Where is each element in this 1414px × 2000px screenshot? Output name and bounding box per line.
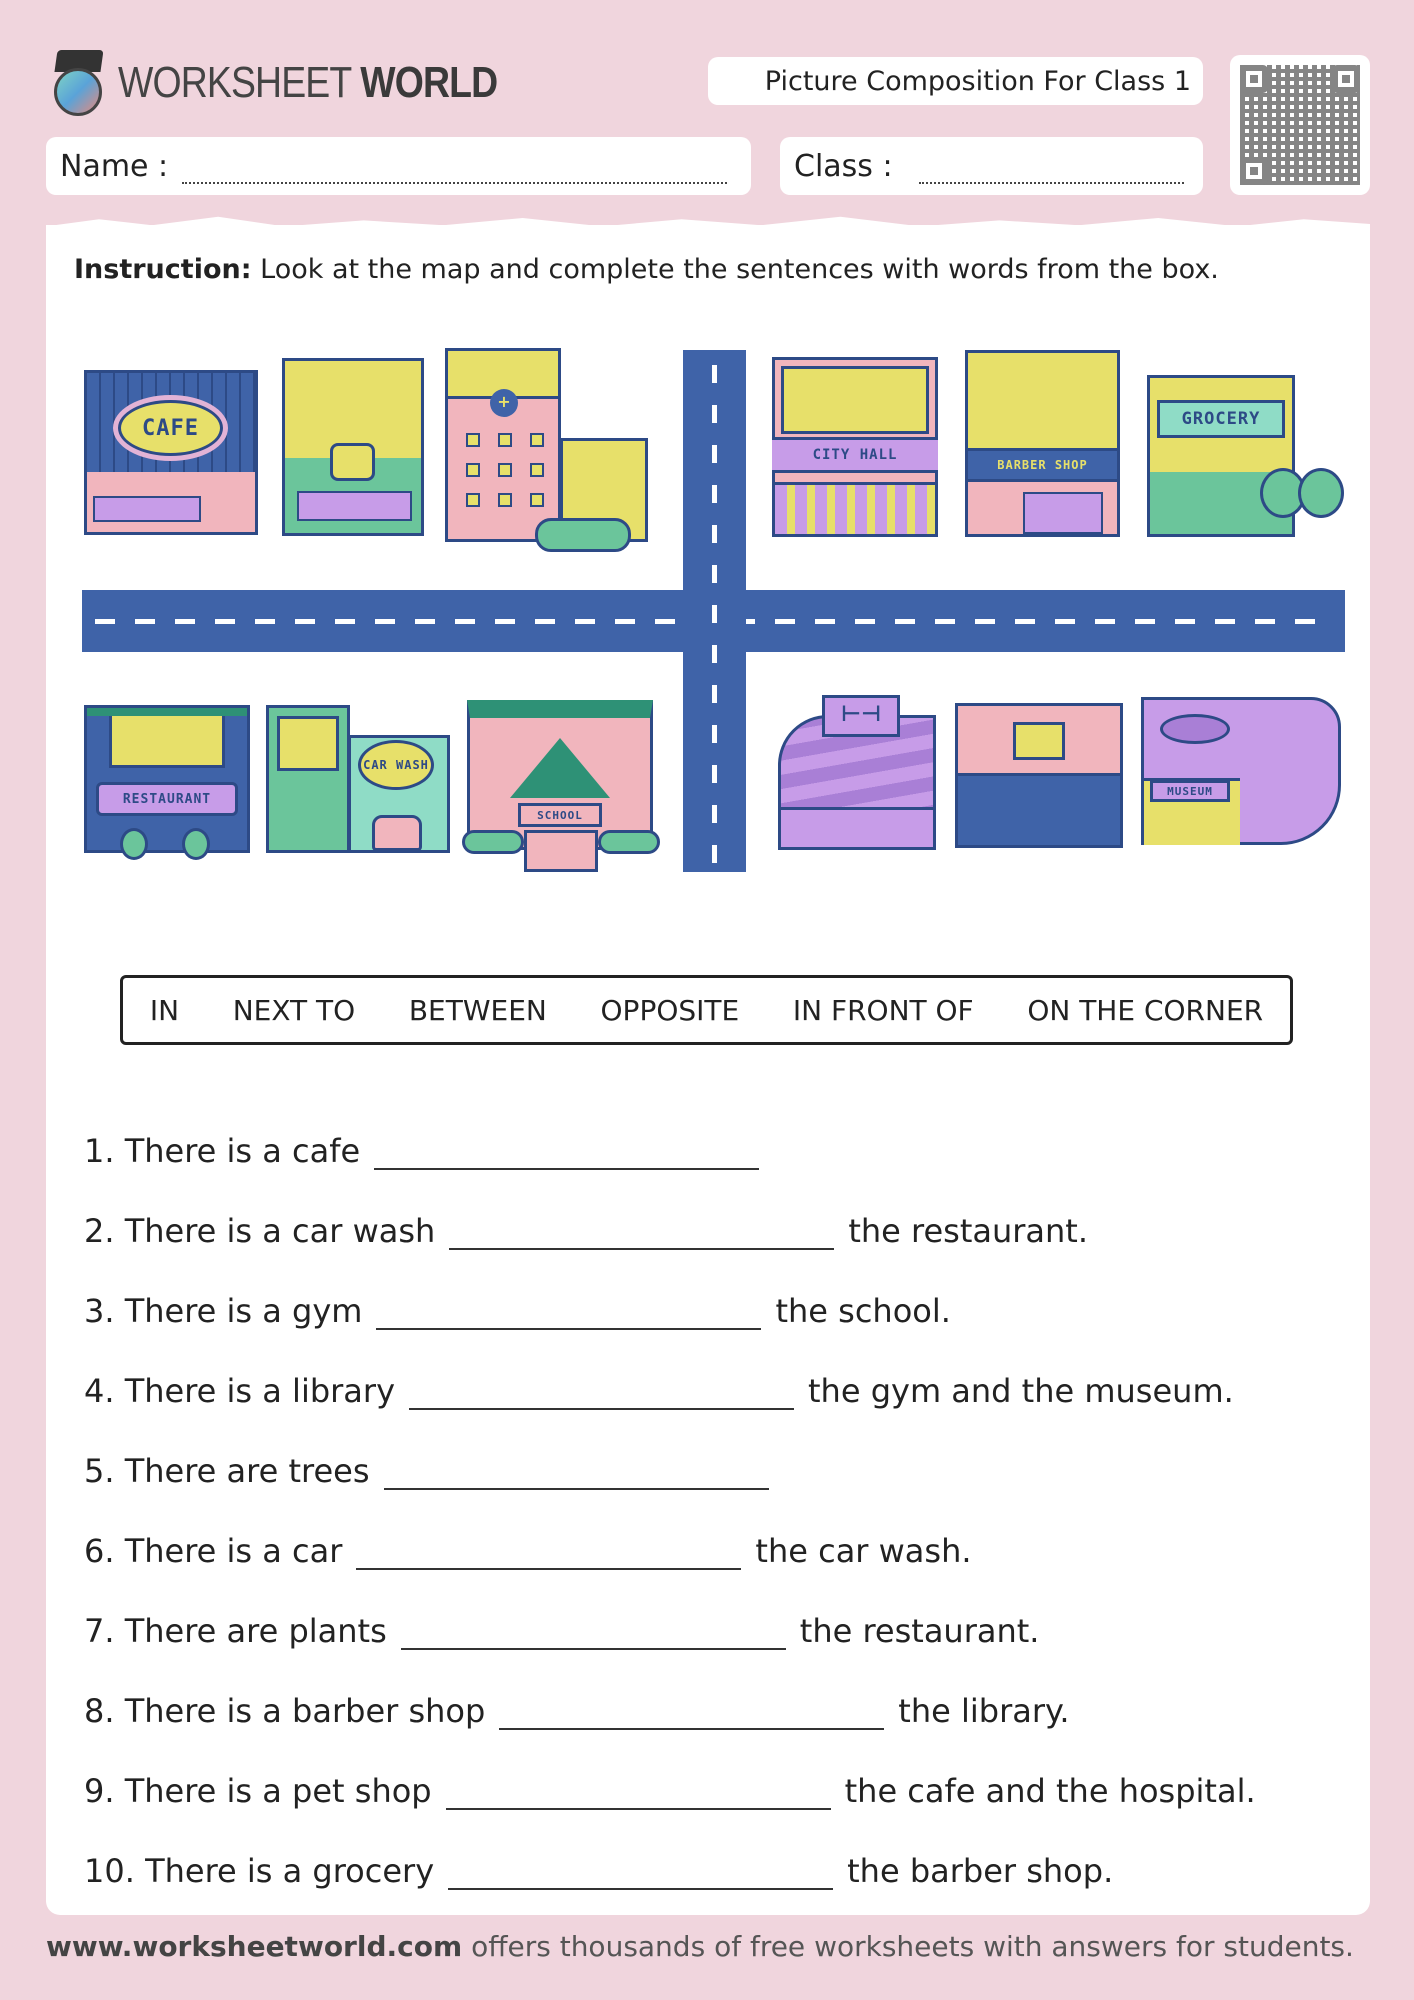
answer-blank[interactable] <box>356 1540 741 1570</box>
dumbbell-sign-icon: ⊢⊣ <box>822 695 900 737</box>
city-hall-sign: CITY HALL <box>772 437 938 473</box>
barber-shop-sign: BARBER SHOP <box>965 448 1120 482</box>
answer-blank[interactable] <box>374 1140 759 1170</box>
car-icon <box>372 815 422 851</box>
sentence-text: 2. There is a car wash <box>84 1212 436 1250</box>
sentence-4 <box>84 1372 1234 1410</box>
sentence-end: the car wash. <box>755 1532 972 1570</box>
brand-logo <box>48 48 564 118</box>
road-dashes-vertical <box>712 365 717 865</box>
sentence-7 <box>84 1612 1039 1650</box>
sentence-text: 7. There are plants <box>84 1612 387 1650</box>
instruction-label: Instruction: <box>74 254 252 285</box>
barber-shop-building <box>965 350 1120 537</box>
answer-blank[interactable] <box>446 1780 831 1810</box>
sentence-end: the barber shop. <box>847 1852 1114 1890</box>
word-option: NEXT TO <box>232 993 356 1027</box>
answer-blank[interactable] <box>401 1620 786 1650</box>
bush-icon <box>462 830 524 854</box>
name-field[interactable] <box>46 137 751 195</box>
sentence-8 <box>84 1692 1070 1730</box>
sentence-text: 3. There is a gym <box>84 1292 363 1330</box>
restaurant-sign: RESTAURANT <box>96 782 238 816</box>
sentence-end: the school. <box>775 1292 951 1330</box>
sentence-end: the cafe and the hospital. <box>844 1772 1256 1810</box>
sentence-text: 6. There is a car <box>84 1532 343 1570</box>
school-sign: SCHOOL <box>518 803 602 827</box>
sentence-text: 1. There is a cafe <box>84 1132 361 1170</box>
name-label: Name : <box>60 148 169 184</box>
answer-blank[interactable] <box>499 1700 884 1730</box>
globe-mascot-icon <box>48 48 110 118</box>
school-door <box>524 830 598 872</box>
brand-light: WORKSHEET <box>118 58 351 107</box>
cat-icon <box>330 443 375 481</box>
museum-sign: MUSEUM <box>1150 780 1230 802</box>
plant-icon <box>120 828 148 860</box>
qr-code-icon <box>1230 55 1370 195</box>
book-icon <box>1013 722 1065 760</box>
sentence-9 <box>84 1772 1256 1810</box>
word-option: ON THE CORNER <box>1027 993 1264 1027</box>
sentence-text: 8. There is a barber shop <box>84 1692 486 1730</box>
sentence-end: the gym and the museum. <box>808 1372 1234 1410</box>
word-option: IN FRONT OF <box>792 993 974 1027</box>
footer-text: offers thousands of free worksheets with answers for students. <box>471 1930 1354 1963</box>
sentence-end: the library. <box>898 1692 1070 1730</box>
grocery-sign: GROCERY <box>1157 400 1285 438</box>
class-input-line[interactable] <box>919 158 1184 184</box>
library-building <box>955 703 1123 848</box>
museum-building <box>1141 697 1341 845</box>
answer-blank[interactable] <box>448 1860 833 1890</box>
footer <box>46 1930 1354 1963</box>
class-label: Class : <box>794 148 893 184</box>
tree-icon <box>1298 468 1344 518</box>
sentence-end: the restaurant. <box>799 1612 1040 1650</box>
sentence-text: 9. There is a pet shop <box>84 1772 432 1810</box>
class-field[interactable] <box>780 137 1203 195</box>
bush-icon <box>535 518 631 552</box>
sentence-1 <box>84 1132 773 1170</box>
cafe-sign: CAFE <box>118 400 223 456</box>
sentence-text: 5. There are trees <box>84 1452 370 1490</box>
sentence-end: the restaurant. <box>848 1212 1089 1250</box>
brand-bold: WORLD <box>360 58 498 107</box>
answer-blank[interactable] <box>409 1380 794 1410</box>
word-option: BETWEEN <box>408 993 547 1027</box>
sentence-10 <box>84 1852 1113 1890</box>
word-box <box>120 975 1293 1045</box>
sentence-3 <box>84 1292 951 1330</box>
hospital-building <box>445 348 561 542</box>
sentence-5 <box>84 1452 783 1490</box>
name-input-line[interactable] <box>182 158 727 184</box>
sentence-text: 10. There is a grocery <box>84 1852 435 1890</box>
worksheet-title: Picture Composition For Class 1 <box>708 57 1203 105</box>
answer-blank[interactable] <box>384 1460 769 1490</box>
instruction <box>74 254 1219 285</box>
car-wash-office <box>266 705 350 853</box>
footer-link[interactable]: www.worksheetworld.com <box>46 1930 463 1963</box>
car-wash-sign: CAR WASH <box>358 740 434 790</box>
word-option: IN <box>149 993 180 1027</box>
word-option: OPPOSITE <box>600 993 740 1027</box>
plant-icon <box>182 828 210 860</box>
answer-blank[interactable] <box>376 1300 761 1330</box>
bush-icon <box>598 830 660 854</box>
medical-cross-icon: + <box>490 389 518 417</box>
instruction-text: Look at the map and complete the sentences with words from the box. <box>260 254 1219 285</box>
sentence-2 <box>84 1212 1088 1250</box>
restaurant-building <box>84 705 250 853</box>
pet-shop-building <box>282 358 424 536</box>
sentence-text: 4. There is a library <box>84 1372 395 1410</box>
answer-blank[interactable] <box>449 1220 834 1250</box>
brand-name <box>118 58 497 108</box>
sentence-6 <box>84 1532 972 1570</box>
